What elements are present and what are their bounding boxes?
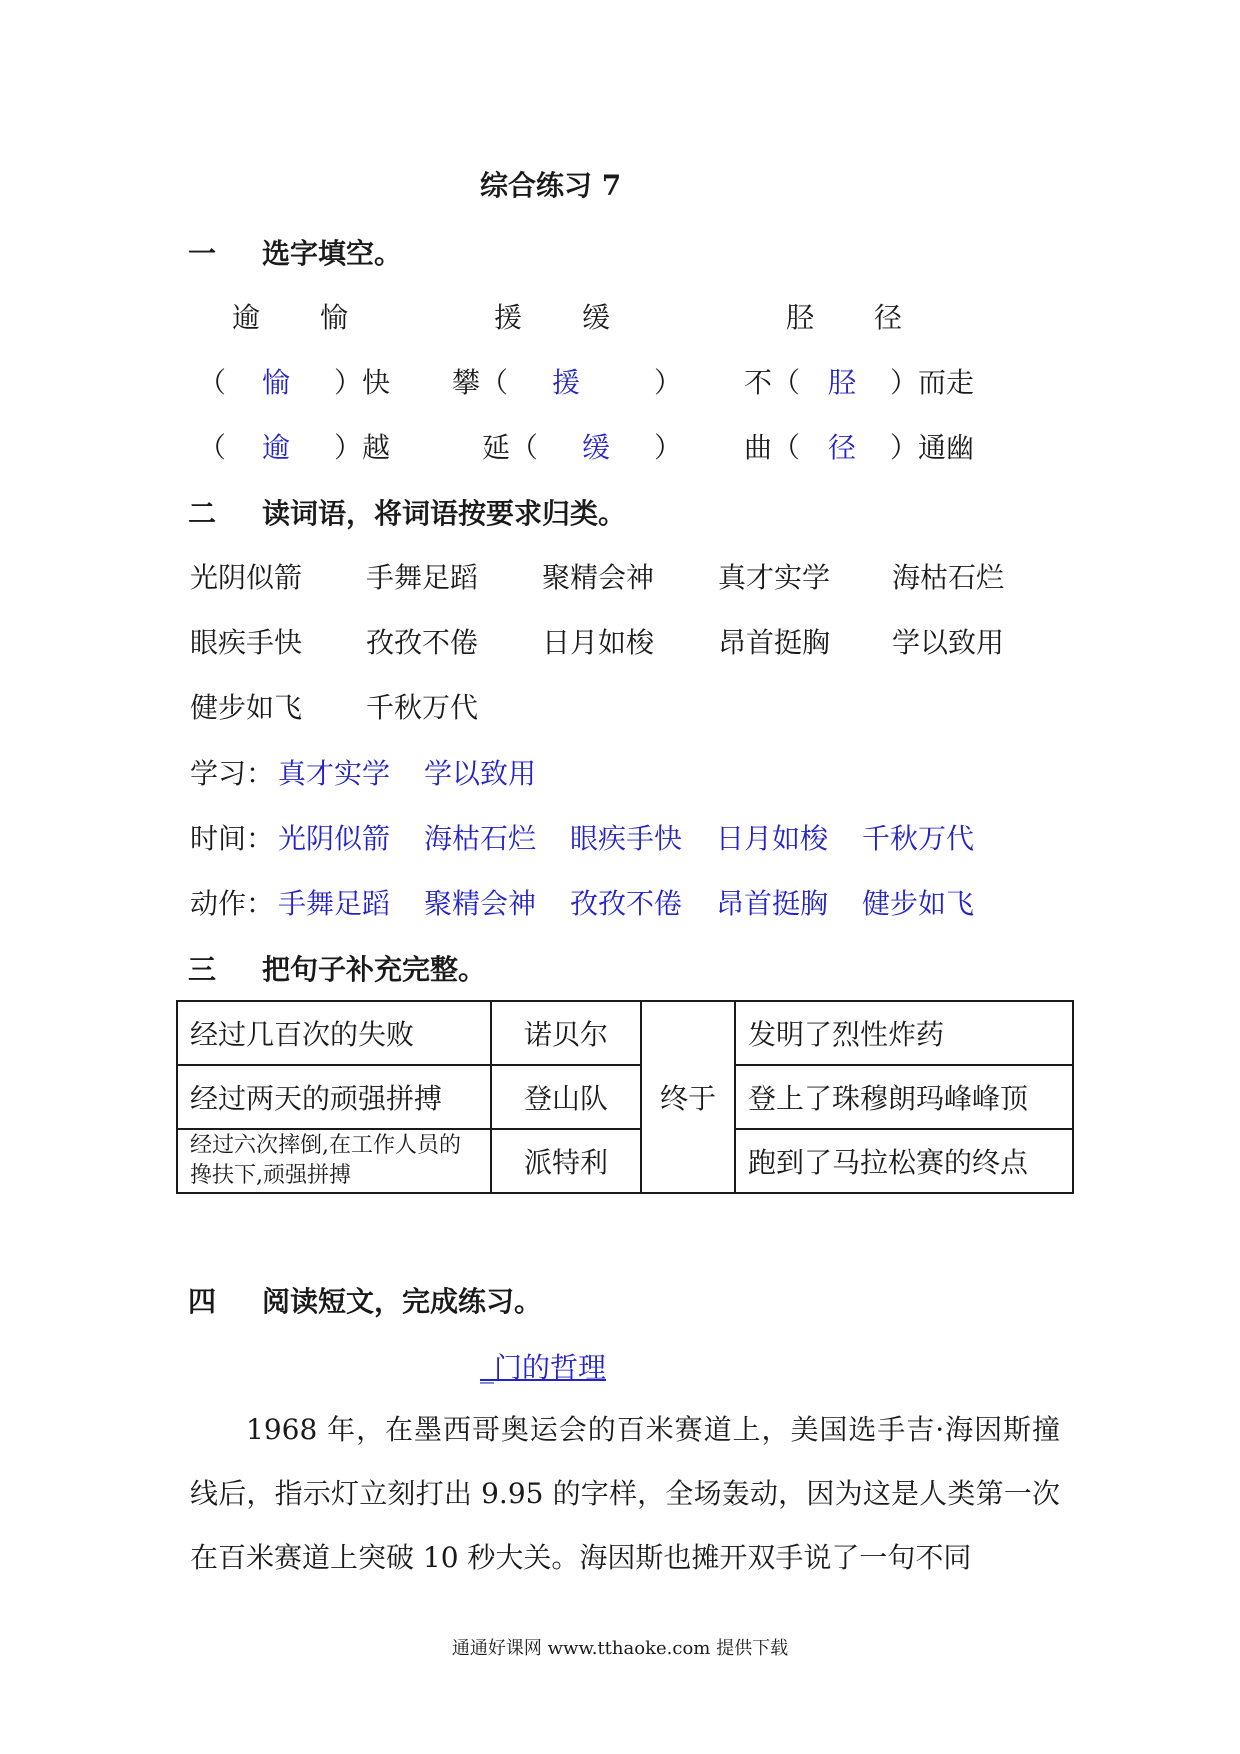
- word-item: 海枯石烂: [892, 561, 1005, 594]
- category-item: 光阴似箭: [278, 822, 391, 855]
- blank-open: 延（: [482, 431, 539, 464]
- word-item: 聚精会神: [542, 561, 655, 594]
- blank-open: （: [198, 366, 227, 399]
- blank-close: ）: [654, 366, 683, 399]
- category-item: 昂首挺胸: [716, 887, 829, 920]
- page-title: 综合练习 7: [480, 169, 622, 202]
- blank-open: 攀（: [452, 366, 509, 399]
- condition-cell: 经过两天的顽强拼搏: [177, 1065, 491, 1129]
- category-item: 聚精会神: [424, 887, 537, 920]
- category-item: 海枯石烂: [424, 822, 537, 855]
- section2-number: 二: [188, 497, 217, 530]
- word-item: 眼疾手快: [190, 626, 303, 659]
- result-cell: 发明了烈性炸药: [735, 1001, 1073, 1065]
- section1-heading: 选字填空。: [262, 237, 403, 270]
- option-char: 径: [874, 301, 903, 334]
- section3-number: 三: [188, 953, 217, 986]
- word-item: 手舞足蹈: [366, 561, 479, 594]
- passage-title-link[interactable]: _门的哲理: [480, 1351, 607, 1384]
- result-cell: 跑到了马拉松赛的终点: [735, 1129, 1073, 1193]
- table-row: [177, 1001, 1073, 1065]
- section2-heading: 读词语，将词语按要求归类。: [262, 497, 627, 530]
- word-item: 健步如飞: [190, 691, 303, 724]
- word-item: 孜孜不倦: [366, 626, 479, 659]
- table-row: [177, 1129, 1073, 1193]
- word-item: 光阴似箭: [190, 561, 303, 594]
- answer-text: 援: [552, 366, 581, 399]
- blank-open: （: [198, 431, 227, 464]
- option-char: 缓: [582, 301, 611, 334]
- section4-heading: 阅读短文，完成练习。: [262, 1285, 543, 1318]
- answer-text: 缓: [582, 431, 611, 464]
- connector-cell: 终于: [641, 1001, 735, 1193]
- blank-close: ）: [654, 431, 683, 464]
- word-item: 日月如梭: [542, 626, 655, 659]
- option-char: 援: [494, 301, 523, 334]
- table-row: [177, 1065, 1073, 1129]
- category-item: 真才实学: [278, 757, 391, 790]
- section3-heading: 把句子补充完整。: [262, 953, 487, 986]
- blank-open: 不（: [744, 366, 801, 399]
- blank-open: 曲（: [744, 431, 801, 464]
- category-label: 学习：: [190, 757, 275, 790]
- word-item: 真才实学: [718, 561, 831, 594]
- footer-text: 通通好课网 www.tthaoke.com 提供下载: [451, 1638, 789, 1659]
- subject-cell: 派特利: [491, 1129, 641, 1193]
- word-item: 学以致用: [892, 626, 1005, 659]
- option-char: 胫: [786, 301, 815, 334]
- category-item: 健步如飞: [862, 887, 975, 920]
- answer-text: 径: [828, 431, 857, 464]
- word-item: 千秋万代: [366, 691, 479, 724]
- subject-cell: 诺贝尔: [491, 1001, 641, 1065]
- condition-cell: 经过六次摔倒,在工作人员的搀扶下,顽强拼搏: [177, 1129, 491, 1193]
- condition-cell: 经过几百次的失败: [177, 1001, 491, 1065]
- category-item: 千秋万代: [862, 822, 975, 855]
- option-char: 逾: [232, 301, 261, 334]
- passage-text: 1968 年，在墨西哥奥运会的百米赛道上，美国选手吉·海因斯撞线后，指示灯立刻打出 9.95 的字样，全场轰动，因为这是人类第一次在百米赛道上突破 10 秒大关。海因斯也摊开双手说了一句不同: [190, 1413, 1060, 1574]
- answer-text: 愉: [262, 366, 291, 399]
- category-label: 时间：: [190, 822, 275, 855]
- answer-text: 逾: [262, 431, 291, 464]
- result-cell: 登上了珠穆朗玛峰峰顶: [735, 1065, 1073, 1129]
- answer-text: 胫: [828, 366, 857, 399]
- category-item: 孜孜不倦: [570, 887, 683, 920]
- blank-close: ）通幽: [890, 431, 975, 464]
- blank-close: ）快: [334, 366, 391, 399]
- category-item: 眼疾手快: [570, 822, 683, 855]
- category-item: 手舞足蹈: [278, 887, 391, 920]
- blank-close: ）而走: [890, 366, 975, 399]
- option-char: 愉: [320, 301, 349, 334]
- category-item: 日月如梭: [716, 822, 829, 855]
- category-label: 动作：: [190, 887, 275, 920]
- sentence-table: [176, 1000, 1074, 1194]
- section1-number: 一: [188, 237, 217, 270]
- subject-cell: 登山队: [491, 1065, 641, 1129]
- word-item: 昂首挺胸: [718, 626, 831, 659]
- blank-close: ）越: [334, 431, 391, 464]
- section4-number: 四: [188, 1285, 217, 1318]
- category-item: 学以致用: [424, 757, 537, 790]
